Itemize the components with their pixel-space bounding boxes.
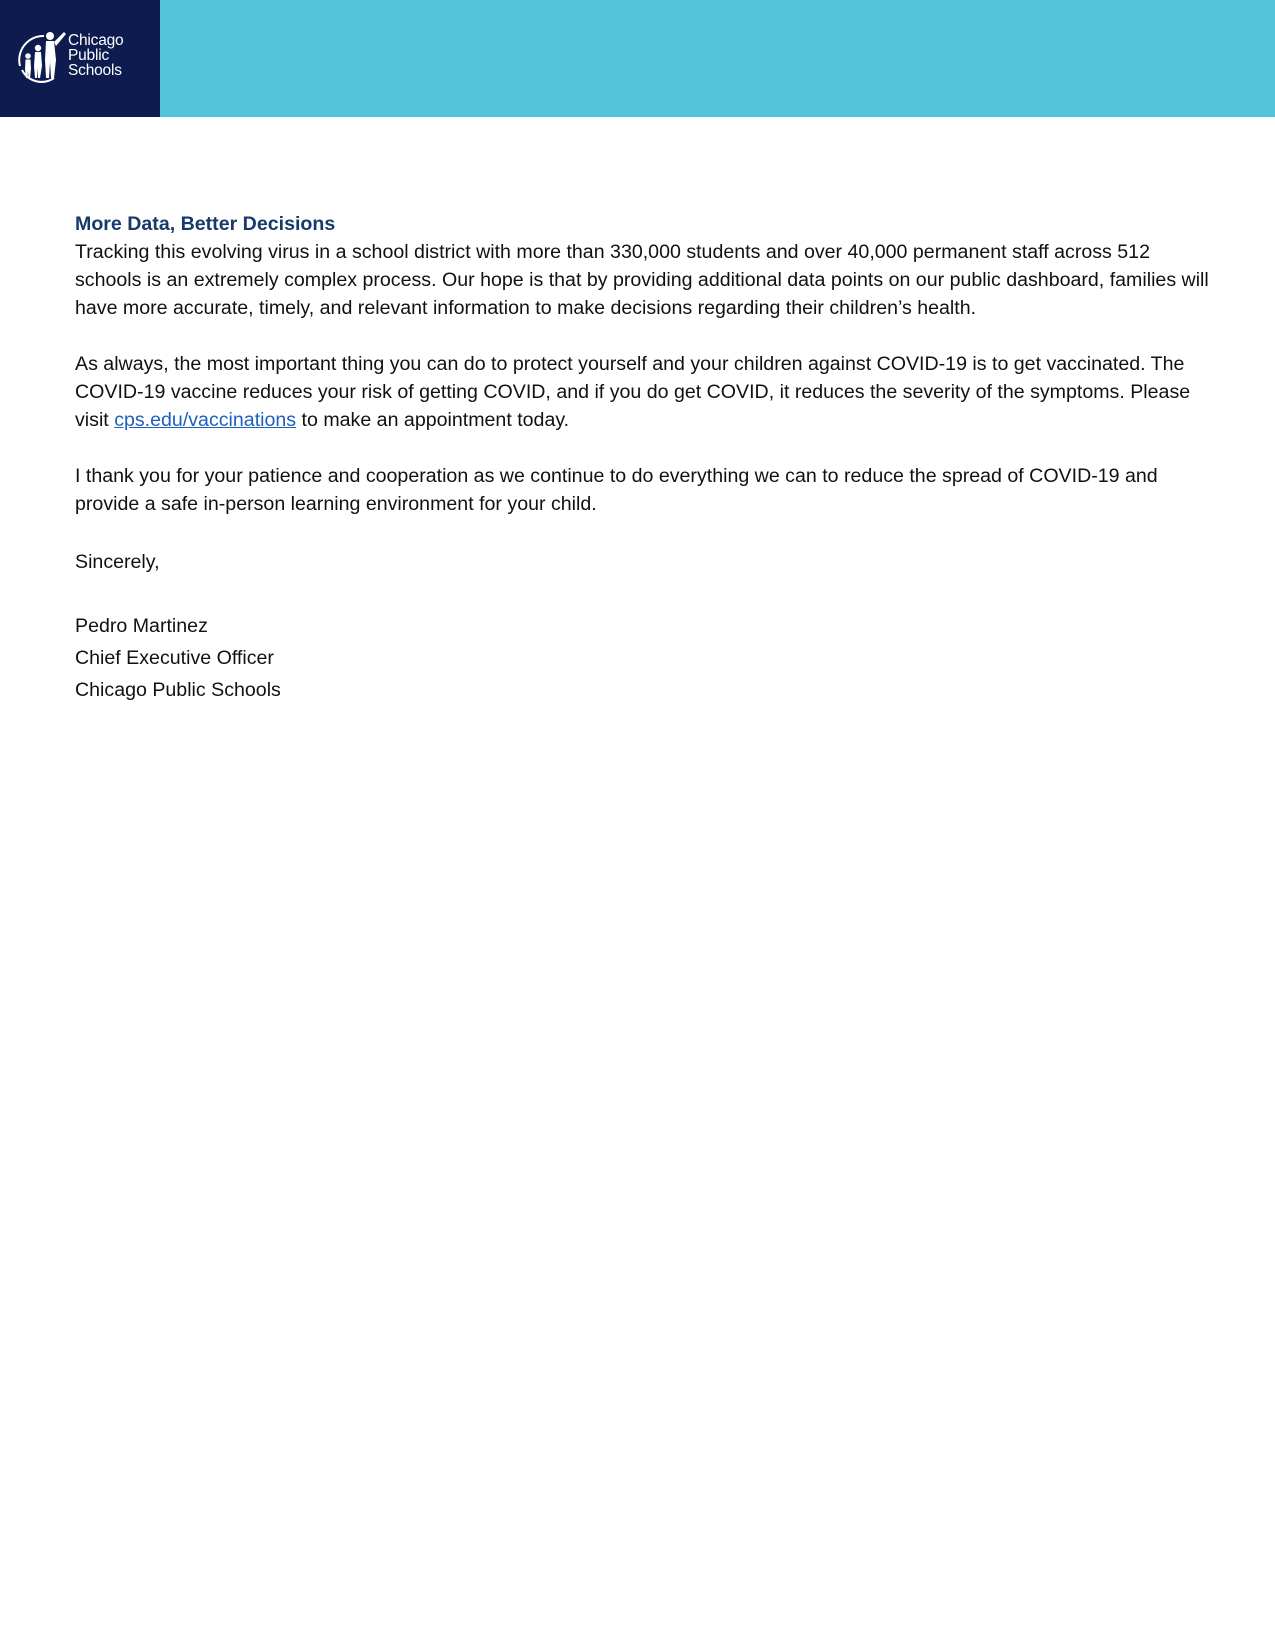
section-heading: More Data, Better Decisions (75, 213, 336, 235)
letter-body (75, 210, 1210, 706)
logo-wordmark (68, 33, 123, 78)
closing-text: Sincerely, (75, 551, 160, 573)
signature-block (75, 610, 1210, 706)
logo-line-3: Schools (68, 62, 122, 79)
cps-logo (0, 0, 160, 117)
signature-title: Chief Executive Officer (75, 647, 274, 669)
closing-line (75, 546, 1210, 578)
logo-line-1: Chicago (68, 32, 124, 49)
signature-organization: Chicago Public Schools (75, 679, 281, 701)
paragraph-vaccination-text-start: As always, the most important thing you can do to protect yourself and your children against COVID-19 is to get vaccinated. The COVID-19 vaccine reduces your risk of getting COVID, and if you do get COVID, it reduces the severity of the symptoms. Please visit (75, 353, 1191, 431)
paragraph-data-tracking: Tracking this evolving virus in a school district with more than 330,000 students and over 40,000 permanent staff across 512 schools is an extremely complex process. Our hope is that by providing additional data points on our public dashboard, families will have more accurate, timely, and relevant information to make decisions regarding their children’s health. (75, 241, 1209, 319)
signature-name: Pedro Martinez (75, 615, 208, 637)
paragraph-thanks: I thank you for your patience and cooperation as we continue to do everything we can to reduce the spread of COVID-19 and provide a safe in-person learning environment for your child. (75, 465, 1158, 515)
logo-line-2: Public (68, 47, 110, 64)
vaccinations-link[interactable]: cps.edu/vaccinations (114, 409, 297, 431)
paragraph-vaccination (75, 350, 1210, 434)
paragraph-vaccination-text-end: to make an appointment today. (296, 409, 570, 431)
header-banner (0, 0, 1275, 117)
cps-figures-logo-icon (14, 26, 70, 86)
